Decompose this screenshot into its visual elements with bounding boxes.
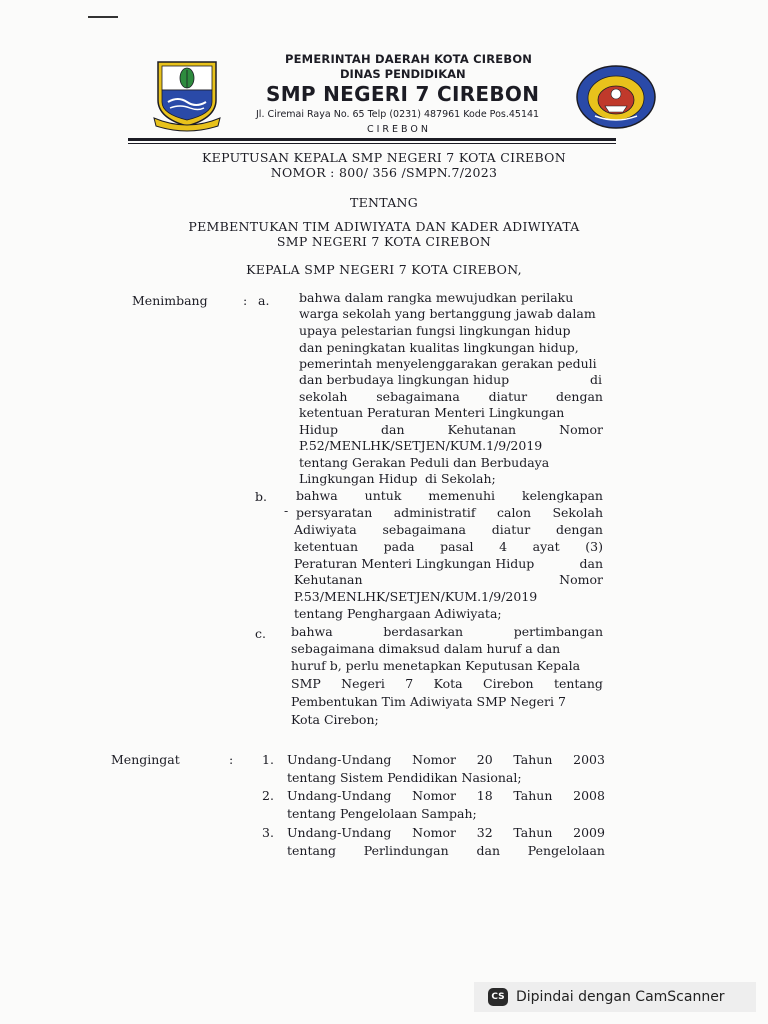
mengingat-item-number: 2.	[262, 788, 274, 803]
item-a-word: Hidup	[299, 422, 338, 437]
law-word: Tahun	[513, 825, 553, 840]
item-a-justified-line	[299, 422, 603, 437]
item-b-word: dengan	[556, 522, 603, 537]
item-b-word: administratif	[393, 505, 476, 520]
law-word: Nomor	[412, 788, 456, 803]
item-b-word: Peraturan Menteri Lingkungan Hidup	[294, 556, 535, 571]
item-c-line: Pembentukan Tim Adiwiyata SMP Negeri 7	[291, 694, 566, 709]
letterhead-divider	[128, 138, 616, 141]
item-b-word: bahwa	[296, 488, 338, 503]
item-c-word: pertimbangan	[513, 624, 603, 639]
item-c-line: huruf b, perlu menetapkan Keputusan Kepala	[291, 658, 581, 673]
subject-line-2: SMP NEGERI 7 KOTA CIREBON	[276, 234, 492, 249]
header-city: CIREBON	[367, 124, 431, 135]
header-government: PEMERINTAH DAERAH KOTA CIREBON	[285, 52, 533, 66]
law-word: Undang-Undang	[287, 788, 392, 803]
school-emblem-icon	[575, 64, 657, 130]
item-c-word: berdasarkan	[383, 624, 464, 639]
law-word: Undang-Undang	[287, 752, 392, 767]
mengingat-item-line: tentang Sistem Pendidikan Nasional;	[287, 770, 522, 785]
item-b-word: kelengkapan	[522, 488, 603, 503]
item-b-word: Adiwiyata	[294, 522, 357, 537]
mengingat-label: Mengingat	[111, 752, 180, 767]
item-b-justified-line	[294, 556, 603, 571]
item-a-line: bahwa dalam rangka mewujudkan perilaku	[299, 290, 574, 305]
about-heading: TENTANG	[349, 195, 419, 210]
item-b-word: dan	[579, 556, 603, 571]
item-b-word: pada	[383, 539, 415, 554]
item-b-line: P.53/MENLHK/SETJEN/KUM.1/9/2019	[294, 589, 538, 604]
item-b-word: ketentuan	[294, 539, 359, 554]
law-word: Nomor	[412, 752, 456, 767]
law-word: 32	[476, 825, 493, 840]
law-word: Pengelolaan	[527, 843, 605, 858]
camscanner-label: Dipindai dengan CamScanner	[516, 989, 725, 1005]
item-c-word: Kota	[433, 676, 463, 691]
law-word: Tahun	[513, 788, 553, 803]
item-b-word: pasal	[440, 539, 474, 554]
item-c-word: tentang	[553, 676, 603, 691]
item-b-word: 4	[499, 539, 508, 554]
law-word: Undang-Undang	[287, 825, 392, 840]
law-word: tentang	[287, 843, 336, 858]
mengingat-item-number: 3.	[262, 825, 274, 840]
item-a-word: diatur	[488, 389, 528, 404]
mengingat-item-line	[287, 843, 605, 858]
mengingat-item-line	[287, 752, 605, 767]
header-address: Jl. Ciremai Raya No. 65 Telp (0231) 487961 Kode Pos.45141	[256, 109, 540, 120]
item-a-line: pemerintah menyelenggarakan gerakan peduli	[299, 356, 597, 371]
decree-number: NOMOR : 800/ 356 /SMPN.7/2023	[270, 165, 498, 180]
item-a-line: P.52/MENLHK/SETJEN/KUM.1/9/2019	[299, 438, 543, 453]
law-word: Nomor	[412, 825, 456, 840]
header-department: DINAS PENDIDIKAN	[340, 67, 466, 81]
item-a-line: dan berbudaya lingkungan hidup	[299, 372, 510, 387]
item-a-word: di	[590, 372, 602, 387]
item-c-word: bahwa	[291, 624, 333, 639]
law-word: Perlindungan	[363, 843, 449, 858]
item-b-justified-line	[294, 522, 603, 537]
item-c-word: Negeri	[341, 676, 385, 691]
item-b-justified-line	[296, 505, 603, 520]
item-c-word: Cirebon	[483, 676, 534, 691]
item-b-word: persyaratan	[296, 505, 373, 520]
item-a-word: Nomor	[559, 422, 603, 437]
item-a-word: sekolah	[299, 389, 348, 404]
header-school-name: SMP NEGERI 7 CIREBON	[266, 82, 540, 106]
principal-heading: KEPALA SMP NEGERI 7 KOTA CIREBON,	[246, 262, 522, 277]
item-a-justified-line	[299, 389, 603, 404]
item-a-line: dan peningkatan kualitas lingkungan hidup,	[299, 340, 579, 355]
law-word: 20	[476, 752, 493, 767]
cirebon-city-emblem-icon	[152, 56, 222, 132]
item-b-word: ayat	[532, 539, 560, 554]
item-a-line: upaya pelestarian fungsi lingkungan hidup	[299, 323, 571, 338]
decree-title: KEPUTUSAN KEPALA SMP NEGERI 7 KOTA CIREBON	[202, 150, 566, 165]
item-b-dash: -	[284, 503, 289, 518]
item-c-marker: c.	[255, 626, 266, 641]
item-b-justified-line	[294, 539, 603, 554]
item-a-line: ketentuan Peraturan Menteri Lingkungan	[299, 405, 565, 420]
law-word: 2008	[573, 788, 605, 803]
item-c-line: Kota Cirebon;	[291, 712, 379, 727]
item-a-word: Kehutanan	[447, 422, 517, 437]
item-a-marker: a.	[258, 293, 270, 308]
item-a-word: dengan	[556, 389, 603, 404]
law-word: 2009	[573, 825, 605, 840]
scan-mark	[88, 16, 118, 18]
item-c-word: SMP	[291, 676, 321, 691]
law-word: Tahun	[513, 752, 553, 767]
law-word: 18	[476, 788, 493, 803]
item-b-word: untuk	[364, 488, 402, 503]
item-c-word: 7	[405, 676, 414, 691]
item-c-line: sebagaimana dimaksud dalam huruf a dan	[291, 641, 561, 656]
camscanner-badge	[474, 982, 756, 1012]
item-b-word: Nomor	[559, 572, 603, 587]
menimbang-colon: :	[243, 293, 248, 308]
mengingat-colon: :	[229, 752, 234, 767]
item-a-word: sebagaimana	[376, 389, 460, 404]
law-word: dan	[476, 843, 500, 858]
mengingat-item-line	[287, 825, 605, 840]
item-c-justified-line	[291, 676, 603, 691]
mengingat-item-line	[287, 788, 605, 803]
item-b-word: sebagaimana	[382, 522, 466, 537]
item-b-word: calon	[496, 505, 532, 520]
item-a-line: tentang Gerakan Peduli dan Berbudaya	[299, 455, 550, 470]
item-c-justified-line	[291, 624, 603, 639]
item-a-word: dan	[381, 422, 405, 437]
item-b-word: Kehutanan	[294, 572, 363, 587]
item-b-justified-line	[296, 488, 603, 503]
letterhead-divider-thin	[128, 143, 616, 144]
item-b-word: (3)	[585, 539, 603, 554]
item-b-word: diatur	[491, 522, 531, 537]
item-b-line: tentang Penghargaan Adiwiyata;	[294, 606, 502, 621]
mengingat-item-number: 1.	[262, 752, 274, 767]
item-b-marker: b.	[255, 489, 267, 504]
item-a-line: Lingkungan Hidup	[299, 471, 418, 486]
item-a-line: warga sekolah yang bertanggung jawab dalam	[299, 306, 596, 321]
item-b-word: memenuhi	[428, 488, 496, 503]
item-b-justified-line	[294, 572, 603, 587]
subject-line-1: PEMBENTUKAN TIM ADIWIYATA DAN KADER ADIWIYATA	[188, 219, 580, 234]
menimbang-label: Menimbang	[132, 293, 208, 308]
camscanner-logo-icon: CS	[488, 988, 508, 1006]
item-b-word: Sekolah	[552, 505, 603, 520]
mengingat-item-line: tentang Pengelolaan Sampah;	[287, 806, 477, 821]
item-a-line: di Sekolah;	[425, 471, 496, 486]
law-word: 2003	[573, 752, 605, 767]
